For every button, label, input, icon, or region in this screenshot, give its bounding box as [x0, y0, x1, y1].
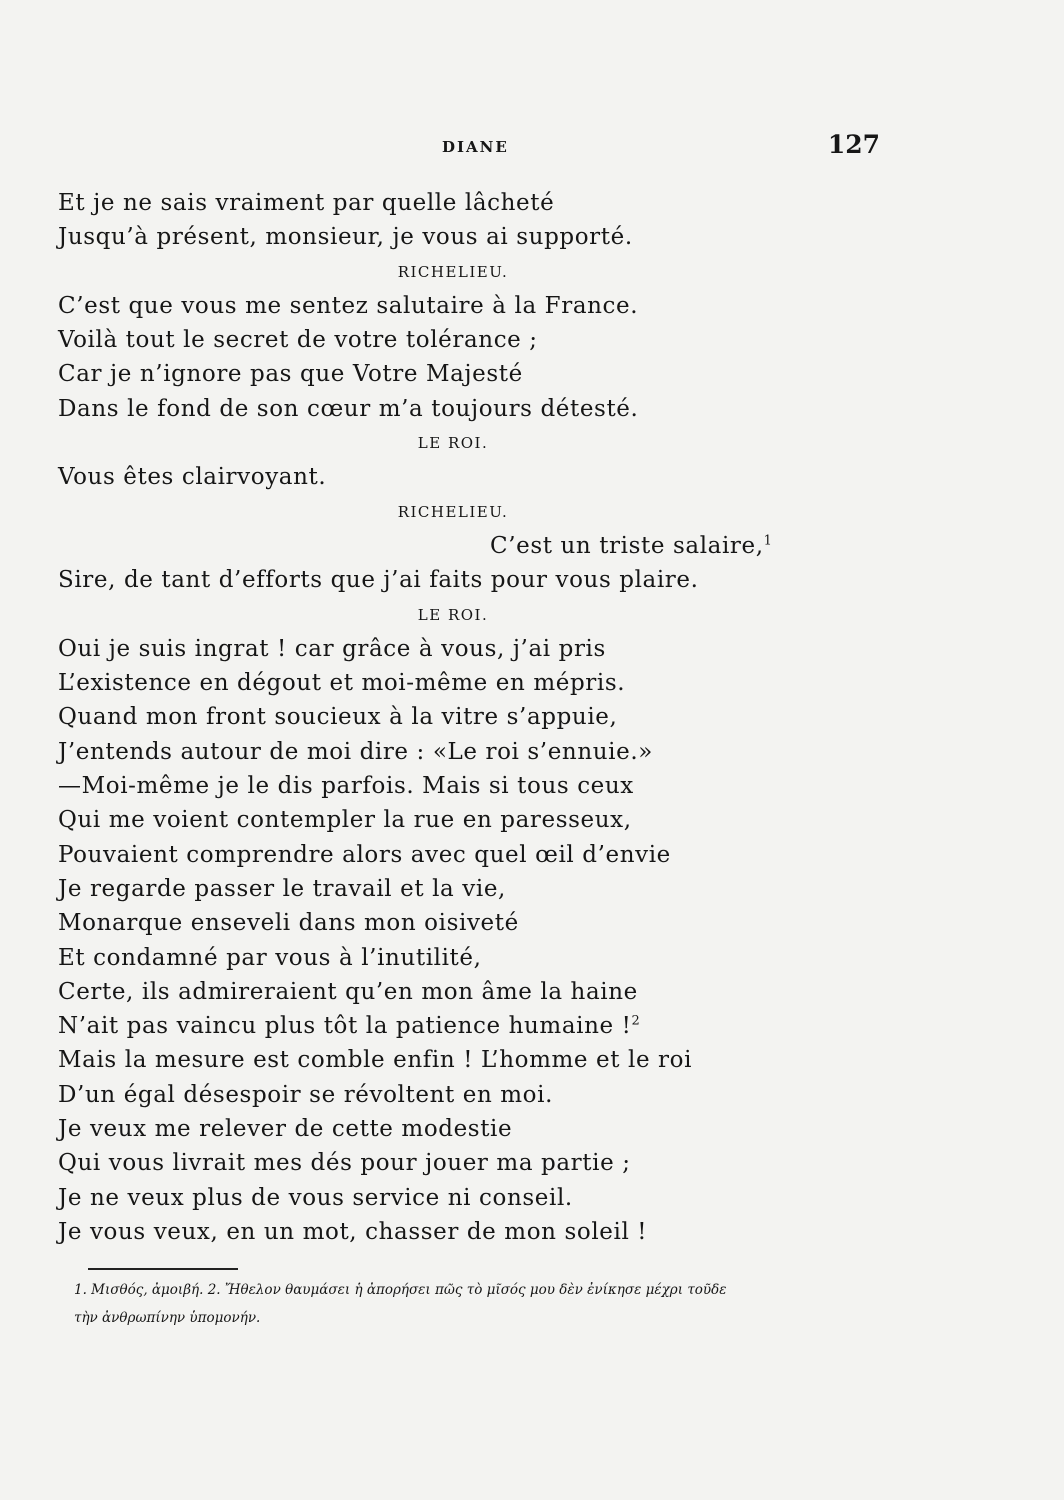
verse-text: Je ne veux plus de vous service ni conseil.: [58, 1184, 573, 1211]
verse-line: [58, 1181, 858, 1215]
verse-text: Voilà tout le secret de votre tolérance ;: [58, 327, 538, 354]
verse-text: Oui je suis ingrat ! car grâce à vous, j’ai pris: [58, 635, 606, 662]
verse-line: [58, 941, 858, 975]
speaker-name: [58, 495, 858, 529]
verse-line: [58, 1146, 858, 1180]
verse-text: Certe, ils admireraient qu’en mon âme la haine: [58, 978, 638, 1005]
verse-line: [58, 1112, 858, 1146]
verse-text: Dans le fond de son cœur m’a toujours détesté.: [58, 395, 639, 422]
verse-line: [58, 872, 858, 906]
footnote-line: [74, 1304, 894, 1332]
verse-line: [58, 838, 858, 872]
verse-line: [58, 1078, 858, 1112]
verse-line: [58, 632, 858, 666]
footnote-text-2: τὴν ἀνθρωπίνην ὑπομονήν.: [74, 1310, 261, 1326]
verse-text: Qui vous livrait mes dés pour jouer ma partie ;: [58, 1150, 631, 1177]
verse-line: [58, 289, 858, 323]
verse-text: Sire, de tant d’efforts que j’ai faits pour vous plaire.: [58, 567, 699, 594]
verse-text: Je regarde passer le travail et la vie,: [58, 875, 506, 902]
verse-line: [58, 323, 858, 357]
verse-text: D’un égal désespoir se révoltent en moi.: [58, 1081, 553, 1108]
verse-text: Quand mon front soucieux à la vitre s’appuie,: [58, 704, 618, 731]
speaker-name: [58, 598, 858, 632]
verse-line: [58, 186, 858, 220]
footnotes: [74, 1276, 894, 1332]
verse-line: [58, 803, 858, 837]
verse-line: [58, 975, 858, 1009]
footnote-line: [74, 1276, 894, 1304]
verse-line: [58, 906, 858, 940]
verse-line: [58, 563, 858, 597]
verse-line: [58, 700, 858, 734]
verse-text: Monarque enseveli dans mon oisiveté: [58, 910, 519, 937]
verse-text: Vous êtes clairvoyant.: [58, 464, 327, 491]
verse-text: Je vous veux, en un mot, chasser de mon soleil !: [58, 1218, 648, 1245]
verse-text: N’ait pas vaincu plus tôt la patience humaine !: [58, 1013, 632, 1040]
footnote-divider: [88, 1268, 238, 1270]
verse-line: [58, 220, 858, 254]
verse-text: Je veux me relever de cette modestie: [58, 1116, 513, 1143]
verse-text: C’est un triste salaire,: [490, 532, 764, 559]
speaker-label: RICHELIEU.: [397, 502, 509, 521]
verse-text: —Moi-même je le dis parfois. Mais si tous ceux: [58, 773, 634, 800]
verse-text: Car je n’ignore pas que Votre Majesté: [58, 361, 523, 388]
verse-text: Mais la mesure est comble enfin ! L’homme et le roi: [58, 1047, 693, 1074]
verse-line: [58, 357, 858, 391]
verse-text: Et condamné par vous à l’inutilité,: [58, 944, 482, 971]
verse-text: L’existence en dégout et moi-même en mépris.: [58, 670, 626, 697]
footnote-reference: 1: [763, 533, 773, 549]
footnote-reference: 2: [631, 1013, 641, 1029]
speaker-label: LE ROI.: [417, 605, 489, 624]
verse-body: [58, 186, 858, 1249]
verse-line: [58, 460, 858, 494]
speaker-label: LE ROI.: [417, 434, 489, 453]
footnote-text-1: 1. Μισθός, ἀμοιβή. 2. Ἤθελον θαυμάσει ἡ ἀπορήσει πῶς τὸ μῖσός μου δὲν ἐνίκησε μέχρι τοῦδε: [74, 1282, 727, 1298]
verse-line: [58, 666, 858, 700]
verse-line: [58, 1043, 858, 1077]
verse-text: C’est que vous me sentez salutaire à la France.: [58, 292, 639, 319]
verse-line: [58, 735, 858, 769]
speaker-label: RICHELIEU.: [397, 262, 509, 281]
verse-text: Qui me voient contempler la rue en paresseux,: [58, 807, 632, 834]
verse-line: [58, 769, 858, 803]
verse-line: [58, 392, 858, 426]
verse-line: [58, 1009, 858, 1043]
verse-text: Et je ne sais vraiment par quelle lâcheté: [58, 190, 555, 216]
verse-line: [58, 529, 858, 563]
running-title: DIANE: [442, 138, 509, 156]
speaker-name: [58, 426, 858, 460]
verse-text: Jusqu’à présent, monsieur, je vous ai supporté.: [58, 224, 633, 251]
verse-text: J’entends autour de moi dire : «Le roi s’ennuie.»: [58, 738, 653, 765]
page-number: 127: [827, 130, 880, 159]
speaker-name: [58, 255, 858, 289]
verse-line: [58, 1215, 858, 1249]
page-header: [60, 130, 880, 164]
verse-text: Pouvaient comprendre alors avec quel œil d’envie: [58, 841, 671, 868]
